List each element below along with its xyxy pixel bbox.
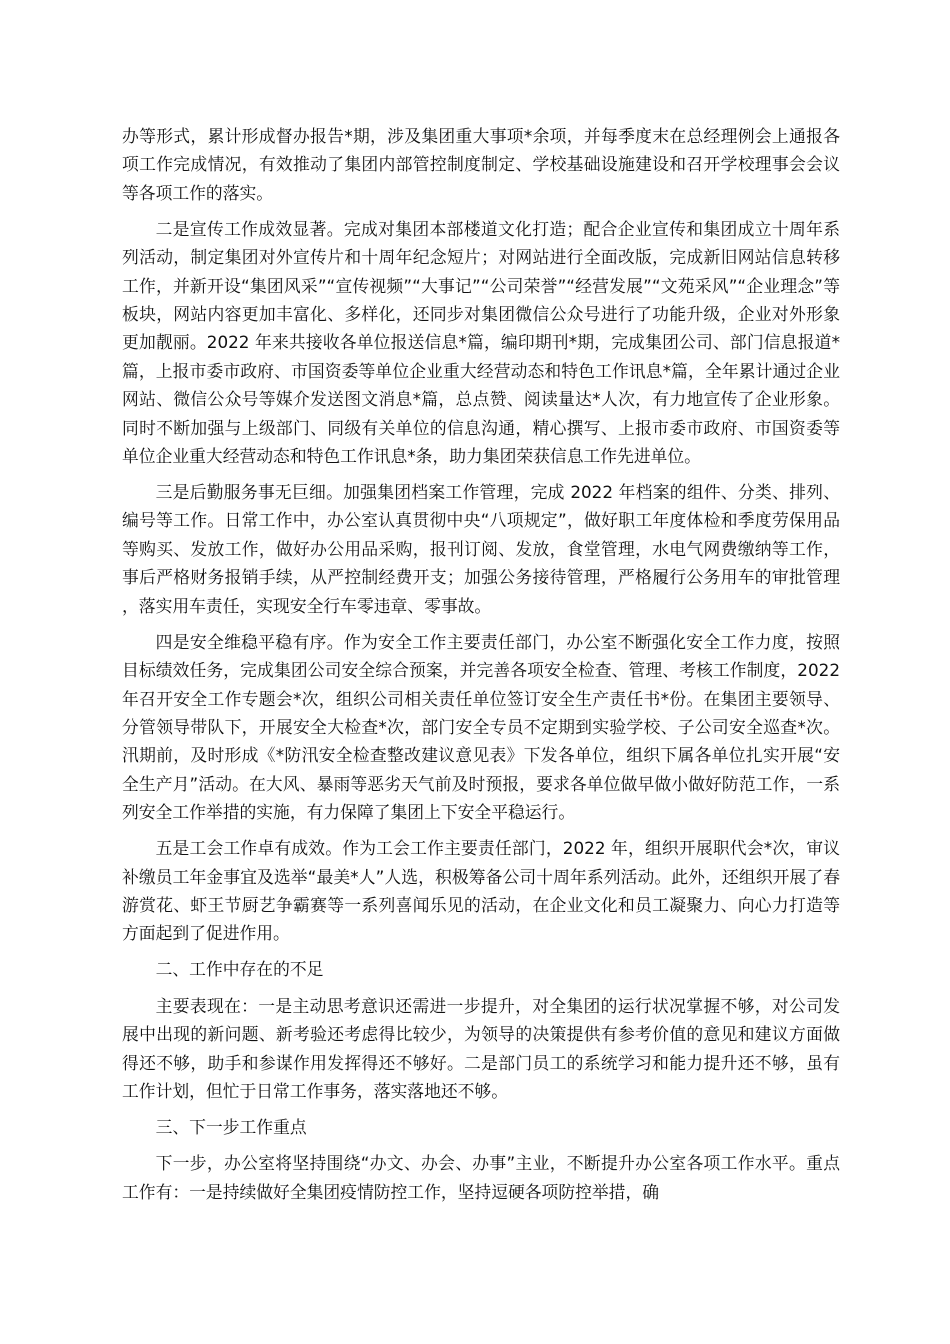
paragraph-shortcomings: 主要表现在：一是主动思考意识还需进一步提升，对全集团的运行状况掌握不够，对公司发展中出现的新问题、新考验还考虑得比较少，为领导的决策提供有参考价值的意见和建议方面做得还不够，助手和参谋作用发挥得还不够好。二是部门员工的系统学习和能力提升还不够，虽有工作计划，但忙于日常工作事务，落实落地还不够。 [122,995,840,1101]
paragraph-logistics-service: 三是后勤服务事无巨细。加强集团档案工作管理，完成 2022 年档案的组件、分类、排列、编号等工作。日常工作中，办公室认真贯彻中央“八项规定”，做好职工年度体检和季度劳保用品等购买、发放工作，做好办公用品采购，报刊订阅、发放，食堂管理，水电气网费缴纳等工作，事后严格财务报销手续，从严控制经费开支；加强公务接待管理，严格履行公务用车的审批管理，落实用车责任，实现安全行车零违章、零事故。 [122,482,840,616]
paragraph-next-steps: 下一步，办公室将坚持围绕“办文、办会、办事”主业，不断提升办公室各项工作水平。重点工作有：一是持续做好全集团疫情防控工作，坚持逗硬各项防控举措，确 [122,1153,840,1202]
paragraph-publicity-work: 二是宣传工作成效显著。完成对集团本部楼道文化打造；配合企业宣传和集团成立十周年系列活动，制定集团对外宣传片和十周年纪念短片；对网站进行全面改版，完成新旧网站信息转移工作，并新开设“集团风采”“宣传视频”“大事记”“公司荣誉”“经营发展”“文苑采风”“企业理念”等板块，网站内容更加丰富化、多样化，还同步对集团微信公众号进行了功能升级，企业对外形象更加靓丽。2022 年来共接收各单位报送信息*篇，编印期刊*期，完成集团公司、部门信息报道*篇，上报市委市政府、市国资委等单位企业重大经营动态和特色工作讯息*篇，全年累计通过企业网站、微信公众号等媒介发送图文消息*篇，总点赞、阅读量达*人次，有力地宣传了企业形象。同时不断加强与上级部门、同级有关单位的信息沟通，精心撰写、上报市委市政府、市国资委等单位企业重大经营动态和特色工作讯息*条，助力集团荣获信息工作先进单位。 [122,218,840,467]
paragraph-safety-stability: 四是安全维稳平稳有序。作为安全工作主要责任部门，办公室不断强化安全工作力度，按照目标绩效任务，完成集团公司安全综合预案，并完善各项安全检查、管理、考核工作制度，2022 年召开安全工作专题会*次，组织公司相关责任单位签订安全生产责任书*份。在集团主要领导、分管领导带队下，开展安全大检查*次，部门安全专员不定期到实验学校、子公司安全巡查*次。汛期前，及时形成《*防汛安全检查整改建议意见表》下发各单位，组织下属各单位扎实开展“安全生产月”活动。在大风、暴雨等恶劣天气前及时预报，要求各单位做早做小做好防范工作，一系列安全工作举措的实施，有力保障了集团上下安全平稳运行。 [122,631,840,823]
section-heading-shortcomings: 二、工作中存在的不足 [155,959,324,980]
document-body [122,122,840,1214]
paragraph-union-work: 五是工会工作卓有成效。作为工会工作主要责任部门，2022 年，组织开展职代会*次，审议补缴员工年金事宜及选举“最美*人”人选，积极筹备公司十周年系列活动。此外，还组织开展了春游赏花、虾王节厨艺争霸赛等一系列喜闻乐见的活动，在企业文化和员工凝聚力、向心力打造等方面起到了促进作用。 [122,838,840,944]
paragraph-supervision-continued: 办等形式，累计形成督办报告*期，涉及集团重大事项*余项，并每季度末在总经理例会上通报各项工作完成情况，有效推动了集团内部管控制度制定、学校基础设施建设和召开学校理事会会议等各项工作的落实。 [122,126,840,203]
section-heading-next-steps: 三、下一步工作重点 [155,1116,307,1137]
